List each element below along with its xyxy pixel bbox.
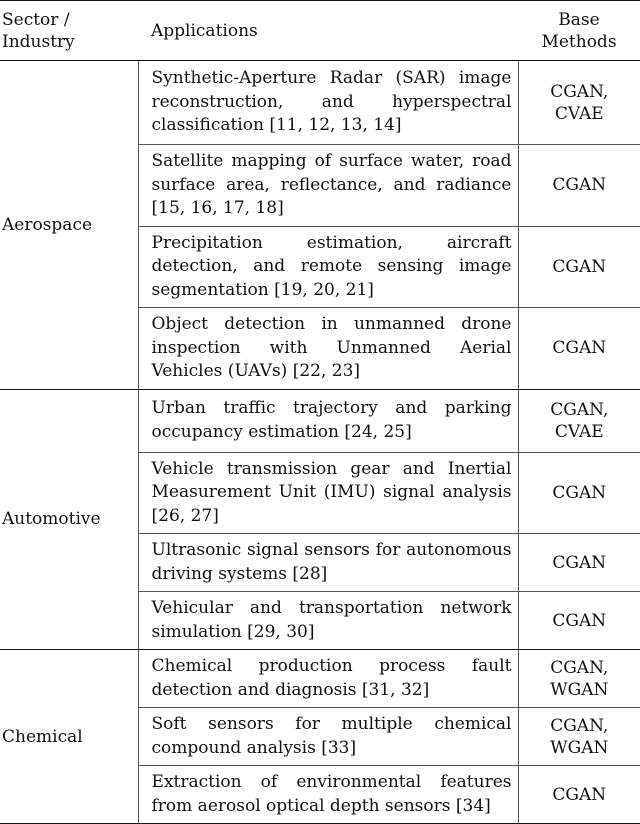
base-method-cell: CGAN bbox=[518, 766, 640, 824]
header-sector: Sector / Industry bbox=[0, 1, 138, 61]
base-method-cell: CGAN, WGAN bbox=[518, 708, 640, 766]
application-cell: Urban traffic trajectory and parking occupancy estimation [24, 25] bbox=[138, 389, 518, 452]
application-cell: Ultrasonic signal sensors for autonomous driving systems [28] bbox=[138, 534, 518, 592]
table-row bbox=[0, 61, 640, 145]
base-method-cell: CGAN bbox=[518, 592, 640, 650]
table-body bbox=[0, 61, 640, 824]
header-base-methods: Base Methods bbox=[518, 1, 640, 61]
sector-cell: Aerospace bbox=[0, 61, 138, 390]
sector-cell: Chemical bbox=[0, 650, 138, 824]
base-method-cell: CGAN bbox=[518, 534, 640, 592]
base-method-cell: CGAN, WGAN bbox=[518, 650, 640, 708]
header-row bbox=[0, 1, 640, 61]
application-cell: Soft sensors for multiple chemical compound analysis [33] bbox=[138, 708, 518, 766]
table-row bbox=[0, 650, 640, 708]
application-cell: Vehicle transmission gear and Inertial Measurement Unit (IMU) signal analysis [26, 27] bbox=[138, 452, 518, 534]
application-cell: Chemical production process fault detection and diagnosis [31, 32] bbox=[138, 650, 518, 708]
application-cell: Object detection in unmanned drone inspection with Unmanned Aerial Vehicles (UAVs) [22, 23] bbox=[138, 308, 518, 390]
base-method-cell: CGAN, CVAE bbox=[518, 61, 640, 145]
application-cell: Extraction of environmental features from aerosol optical depth sensors [34] bbox=[138, 766, 518, 824]
application-cell: Vehicular and transportation network simulation [29, 30] bbox=[138, 592, 518, 650]
base-method-cell: CGAN bbox=[518, 308, 640, 390]
base-method-cell: CGAN bbox=[518, 226, 640, 308]
sector-cell: Automotive bbox=[0, 389, 138, 650]
table-row bbox=[0, 389, 640, 452]
application-cell: Synthetic-Aperture Radar (SAR) image reconstruction, and hyperspectral classification [11, 12, 13, 14] bbox=[138, 61, 518, 145]
base-method-cell: CGAN, CVAE bbox=[518, 389, 640, 452]
header-applications: Applications bbox=[138, 1, 518, 61]
base-method-cell: CGAN bbox=[518, 145, 640, 227]
application-cell: Satellite mapping of surface water, road surface area, reflectance, and radiance [15, 16, 17, 18] bbox=[138, 145, 518, 227]
application-cell: Precipitation estimation, aircraft detection, and remote sensing image segmentation [19, 20, 21] bbox=[138, 226, 518, 308]
base-method-cell: CGAN bbox=[518, 452, 640, 534]
